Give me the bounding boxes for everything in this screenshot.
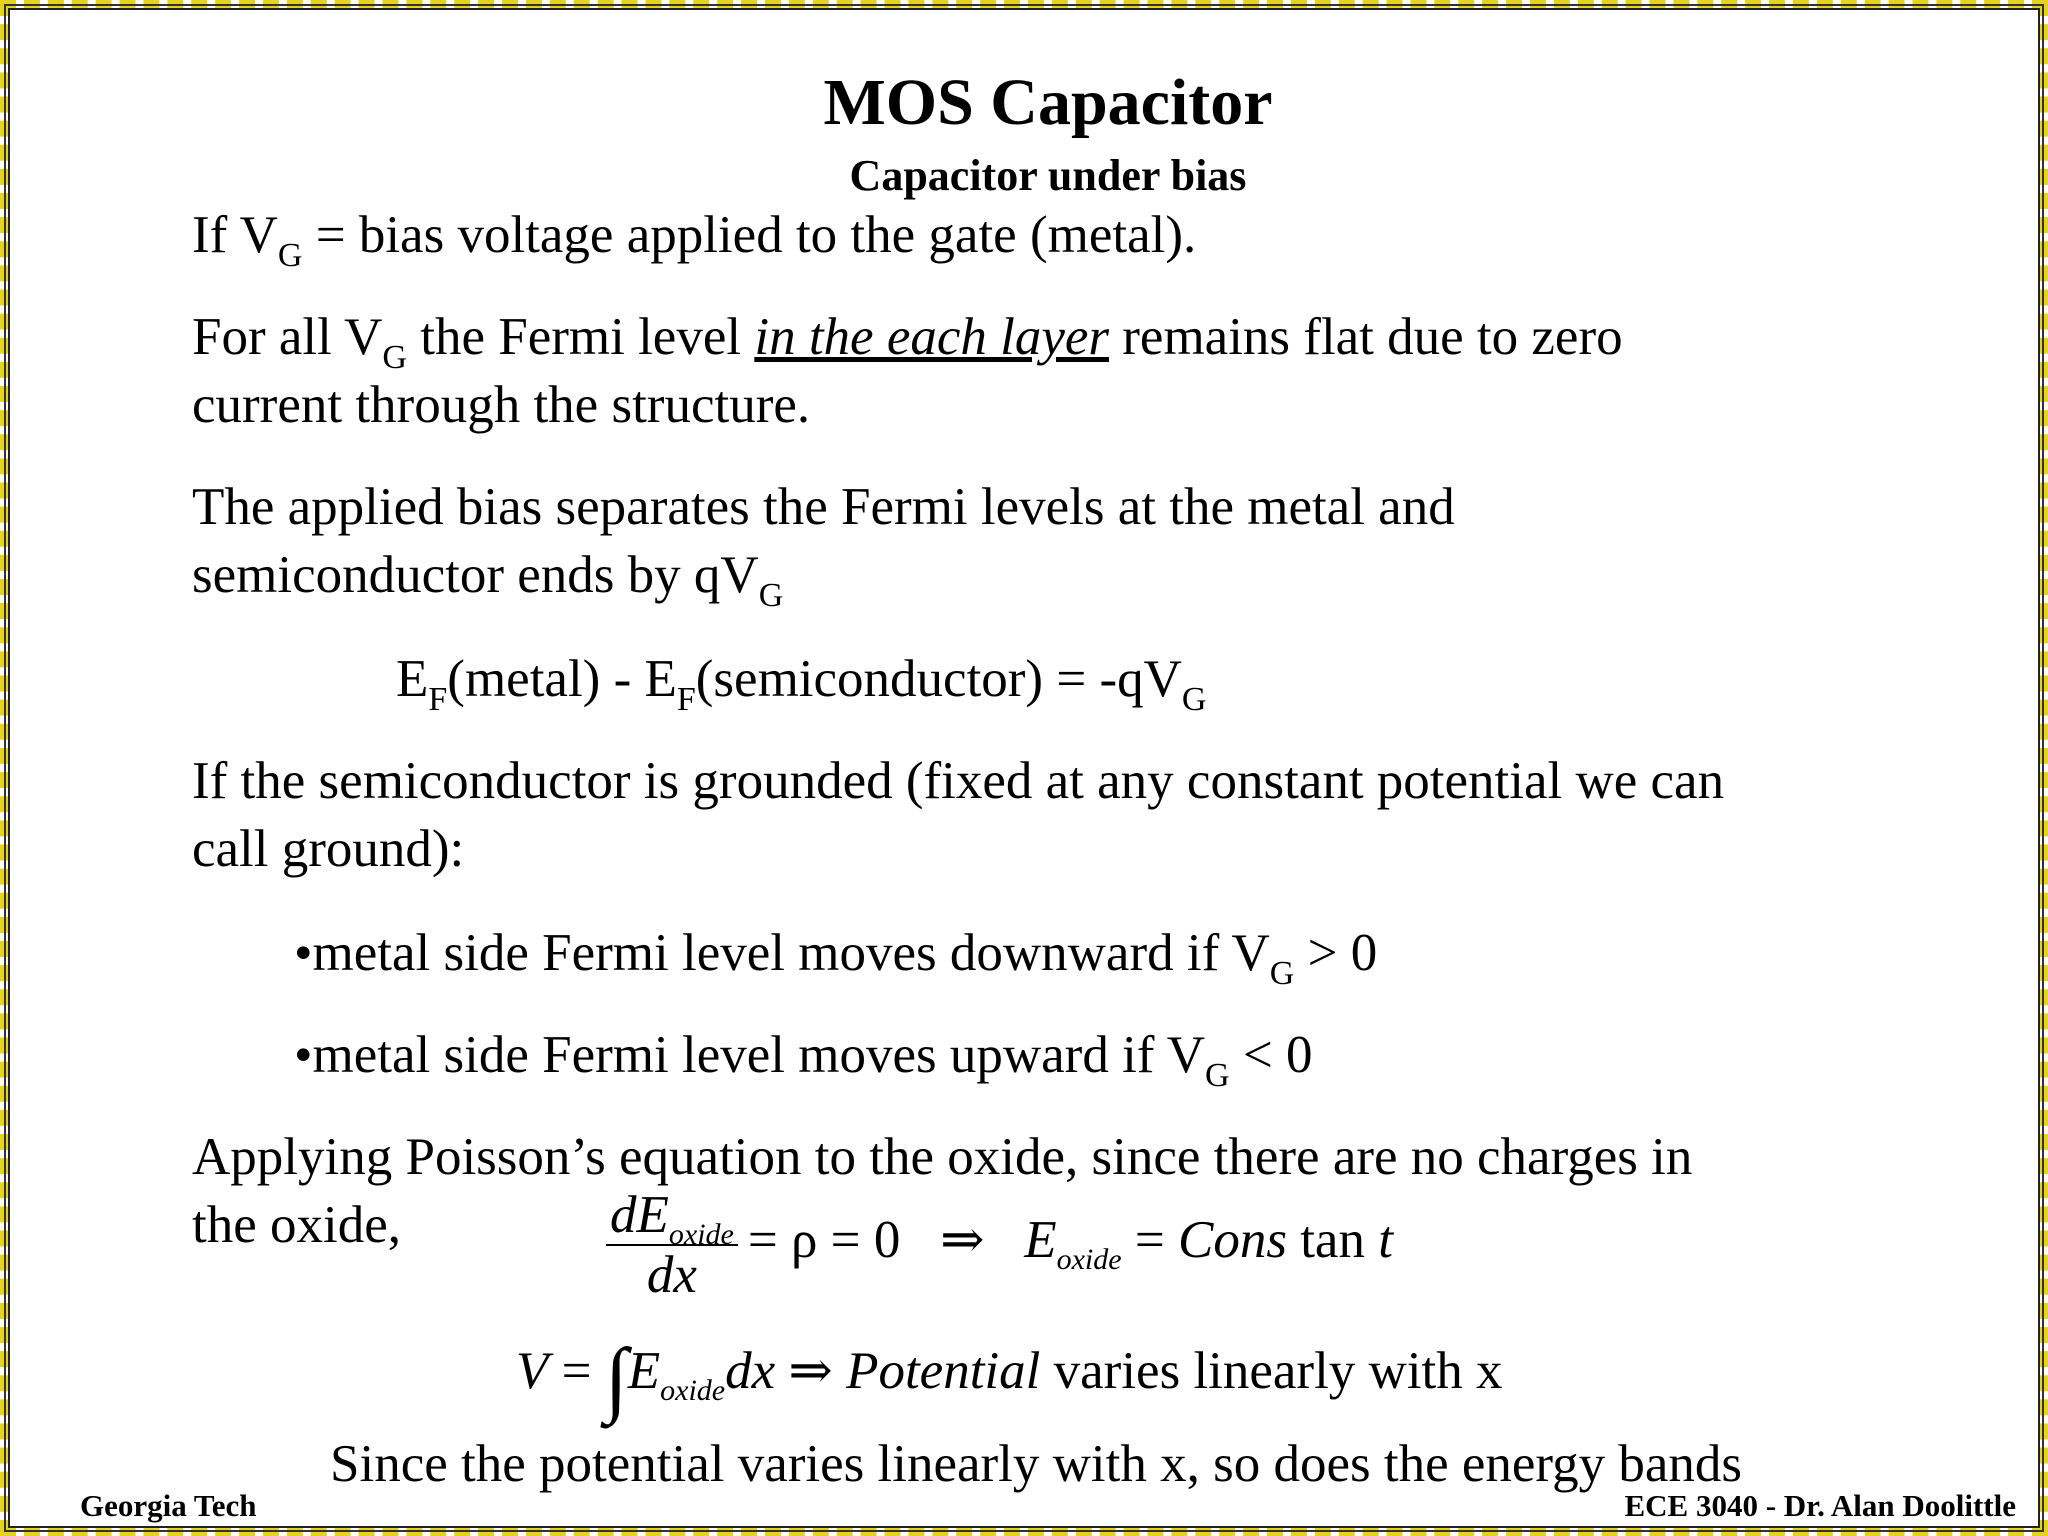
subscript: oxide bbox=[660, 1374, 726, 1407]
subscript: F bbox=[676, 681, 696, 718]
text: remains flat due to zero bbox=[1109, 308, 1623, 366]
paragraph-fermi-flat-line2: current through the structure. bbox=[192, 376, 811, 434]
text: E bbox=[627, 1342, 661, 1400]
footer-right: ECE 3040 - Dr. Alan Doolittle bbox=[1624, 1488, 2016, 1523]
text: V bbox=[516, 1342, 549, 1400]
text: (semiconductor) = -qV bbox=[695, 650, 1182, 708]
paragraph-poisson-line1: Applying Poisson’s equation to the oxide, since there are no charges in bbox=[192, 1128, 1693, 1186]
subscript: G bbox=[1181, 681, 1207, 718]
text: = bbox=[1121, 1211, 1178, 1270]
slide-subtitle: Capacitor under bias bbox=[849, 151, 1247, 200]
text: If V bbox=[192, 206, 278, 264]
subscript: F bbox=[428, 681, 448, 718]
paragraph-fermi-flat-line1 bbox=[192, 303, 1623, 376]
paragraph-grounded-line1: If the semiconductor is grounded (fixed at any constant potential we can bbox=[192, 752, 1725, 810]
text: •metal side Fermi level moves upward if V bbox=[294, 1026, 1206, 1084]
text: Cons bbox=[1177, 1211, 1287, 1270]
emphasis: in the each layer bbox=[754, 308, 1110, 366]
equation-poisson bbox=[606, 1186, 1393, 1304]
paragraph-energy-bands: Since the potential varies linearly with x, so does the energy bands bbox=[330, 1435, 1743, 1493]
text: the Fermi level bbox=[406, 308, 755, 366]
text: ⇒ bbox=[775, 1342, 847, 1400]
bullet-downward bbox=[294, 919, 1378, 992]
paragraph-bias-separates-line2 bbox=[192, 541, 784, 614]
equation-potential-integral bbox=[516, 1332, 1503, 1425]
text: semiconductor ends by qV bbox=[192, 546, 759, 604]
fraction-denominator: dx bbox=[646, 1246, 697, 1304]
subscript: G bbox=[1269, 955, 1295, 992]
fraction bbox=[606, 1186, 738, 1304]
text: < 0 bbox=[1229, 1026, 1313, 1084]
paragraph-bias-separates-line1: The applied bias separates the Fermi levels at the metal and bbox=[192, 478, 1455, 536]
text: Potential bbox=[846, 1342, 1041, 1400]
paragraph-grounded-line2: call ground): bbox=[192, 820, 465, 878]
text: varies linearly with x bbox=[1040, 1342, 1503, 1400]
equation-fermi-difference bbox=[396, 645, 1207, 718]
text: = bias voltage applied to the gate (metal). bbox=[302, 206, 1197, 264]
bullet-upward bbox=[294, 1021, 1313, 1094]
paragraph-poisson-line2: the oxide, bbox=[192, 1196, 401, 1254]
subscript: oxide bbox=[1056, 1243, 1122, 1277]
text: dx bbox=[725, 1342, 776, 1400]
text: For all V bbox=[192, 308, 383, 366]
integral-symbol: ∫ bbox=[604, 1332, 628, 1425]
fraction-numerator: $dE_{oxide}$ bbox=[606, 1186, 738, 1246]
text: (metal) - E bbox=[447, 650, 677, 708]
subscript: G bbox=[277, 237, 303, 274]
subscript: G bbox=[1205, 1057, 1230, 1094]
text: E bbox=[396, 650, 429, 708]
text: tan bbox=[1286, 1211, 1379, 1270]
text: t bbox=[1378, 1211, 1393, 1270]
footer-left: Georgia Tech bbox=[80, 1488, 257, 1523]
paragraph-gate-bias bbox=[192, 201, 1197, 274]
text: E bbox=[1024, 1211, 1057, 1270]
subscript: G bbox=[758, 577, 784, 614]
text: = bbox=[548, 1342, 605, 1400]
text: •metal side Fermi level moves downward if V bbox=[294, 924, 1270, 982]
text: > 0 bbox=[1294, 924, 1378, 982]
text: = ρ = 0 ⇒ bbox=[747, 1211, 1025, 1270]
subscript: G bbox=[382, 339, 407, 376]
slide-title: MOS Capacitor bbox=[823, 66, 1273, 139]
